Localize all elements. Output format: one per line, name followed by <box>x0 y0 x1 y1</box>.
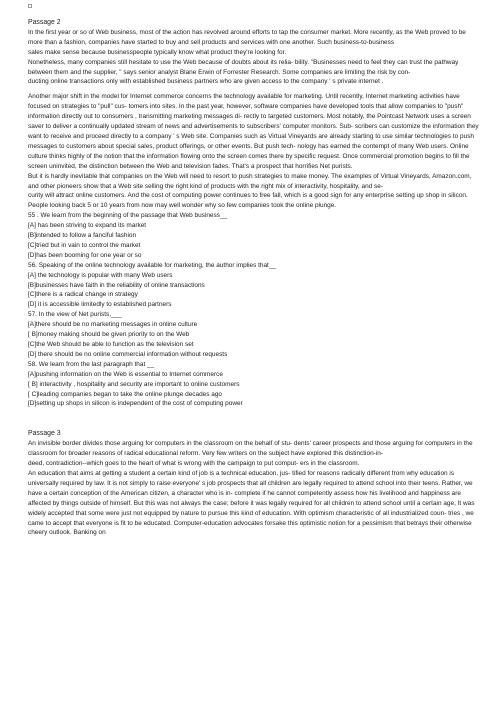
passage-2-paragraph-6: But it is hardly inevitable that companies on the Web will need to resort to push strategies to make money. The examples of Virtual Vineyards, Amazon.com, and other pioneers show that a Web site selling the right kind of products with the right mix of interactivity, hospitality, and se- <box>28 172 472 190</box>
passage-3-paragraph-3: An education that aims at getting a student a certain kind of job is a technical education, jus- tified for reasons radically different from why education is universally required by law. It is not simply to raise everyone' s job prospects that all children are legally required to attend school into their teens. Rather, we have a certain conception of the American citizen, a character who is in- complete if he cannot competently assess how his livelihood and happiness are affected by things outside of himself. But this was not always the case; before it was legally required for all children to attend school until a certain age, It was widely accepted that some were just not equipped by nature to pursue this kind of education. With optimism characteristic of all industrialized coun- tries , we came to accept that everyone is fit to be educated. Computer-education advocates forsake this optimistic notion for a pessimism that betrays their otherwise cheery outlook. Banking on <box>28 469 475 537</box>
document-page <box>28 14 480 538</box>
question-stem: 55 . We learn from the beginning of the passage that Web business__ <box>28 212 228 220</box>
page-corner-mark <box>28 4 32 8</box>
answer-option: [C]the Web should be able to function as the television set <box>28 341 194 348</box>
answer-option: [D] it is accessible limitedly to established partners <box>28 301 172 309</box>
passage-2-paragraph-7: curity will attract online customers. And the cost of computing power continues to free fall, which is a good sign for any enterprise setting up shop in silicon. People looking back 5 or 10 years from now may well wonder why so few companies took the online plunge. <box>28 192 468 210</box>
passage-2-paragraph-5: Another major shift in the model for Internet commerce concerns the technology available for marketing. Until recently, Internet marketing activities have focused on strategies to "pull" cus- tomers into sites. In the past year, however, software companies have developed tools that allow companies to "push" information directly out to consumers , transmitting marketing messages di- rectly to targeted customers. Most notably, the Pointcast Network uses a screen saver to deliver a continually updated stream of news and advertisements to subscribers' computer monitors. Sub- scribers can customize the information they want to receive and proceed directly to a company ' s Web site. Companies such as Virtual Vineyards are already starting to use similar technologies to push messages to customers about special sales, product offerings, or other events. But push tech- nology has earned the contempt of many Web users. Online culture thinks highly of the notion that the information flowing onto the screen comes there by specific request. Once commercial promotion begins to fill the screen uninvited, the distinction between the Web and television fades. That's a prospect that horrifies Net purists. <box>28 93 479 170</box>
answer-option: [C]tried but in vain to control the market <box>28 241 141 249</box>
answer-option: [A] has been striving to expand its market <box>28 222 147 230</box>
passage-2-paragraph-3: Nonetheless, many companies still hesitate to use the Web because of doubts about its relia- bility. "Businesses need to feel they can trust the pathway between them and the supplier, " says senior analyst Blane Erwin of Forrester Research. Some companies are limiting the risk by con- <box>28 58 459 76</box>
answer-option: [D]has been booming for one year or so <box>28 251 142 259</box>
question-stem: 58. We learn from the last paragraph that __ <box>28 360 155 368</box>
question-57 <box>28 310 480 360</box>
passage-3-paragraph-2: deed, contradiction--which goes to the heart of what is wrong with the campaign to put comput- ers in the classroom. <box>28 460 360 468</box>
answer-option: [ B]money making should be given priority to on the Web <box>28 331 190 339</box>
question-55 <box>28 211 480 261</box>
section-gap <box>28 409 480 425</box>
question-stem: 57. In the view of Net purists,___ <box>28 311 122 319</box>
answer-option: [A]pushing information on the Web is essential to Internet commerce <box>28 370 223 378</box>
answer-option: [D] there should be no online commercial information without requests <box>28 350 228 358</box>
answer-option: [ B] interactivity , hospitality and security are important to online customers <box>28 380 240 388</box>
answer-option: [D]setting up shops in silicon is independent of the cost of computing power <box>28 400 243 408</box>
answer-option: [B]businesses have faith in the reliability of online transactions <box>28 281 205 289</box>
answer-option: [B]intended to follow a fanciful fashion <box>28 232 137 240</box>
answer-option: [C]there is a radical change in strategy <box>28 291 138 299</box>
passage-3-paragraph-1: An invisible border divides those arguing for computers in the classroom on the behalf of stu- dents' career prospects and those arguing for computers in the classroom for broader reasons of radical educational reform. Very few writers on the subject have explored this distinction-in- <box>28 440 473 458</box>
passage-2-paragraph-2: sales make sense because businesspeople typically know what product they're looking for. <box>28 48 287 56</box>
passage-2-paragraph-1: In the first year or so of Web business, most of the action has revolved around efforts to tap the consumer market. More recently, as the Web proved to be more than a fashion, companies have started to buy and sell products and services with one another. Such business-to-business <box>28 28 466 46</box>
question-58 <box>28 360 480 410</box>
passage-2-paragraph-4: ducting online transactions only with established business partners who are given access to the company ' s private internet . <box>28 78 384 86</box>
passage-3-heading: Passage 3 <box>28 430 61 438</box>
answer-option: [ C]leading companies began to take the online plunge decades ago <box>28 390 222 398</box>
question-stem: 56. Speaking of the online technology available for marketing, the author implies that__ <box>28 261 277 269</box>
question-56 <box>28 261 480 311</box>
answer-option: [A] the technology is popular with many Web users <box>28 271 173 279</box>
passage-2-heading: Passage 2 <box>28 19 61 26</box>
answer-option: [A]there should be no marketing messages in online culture <box>28 321 198 329</box>
